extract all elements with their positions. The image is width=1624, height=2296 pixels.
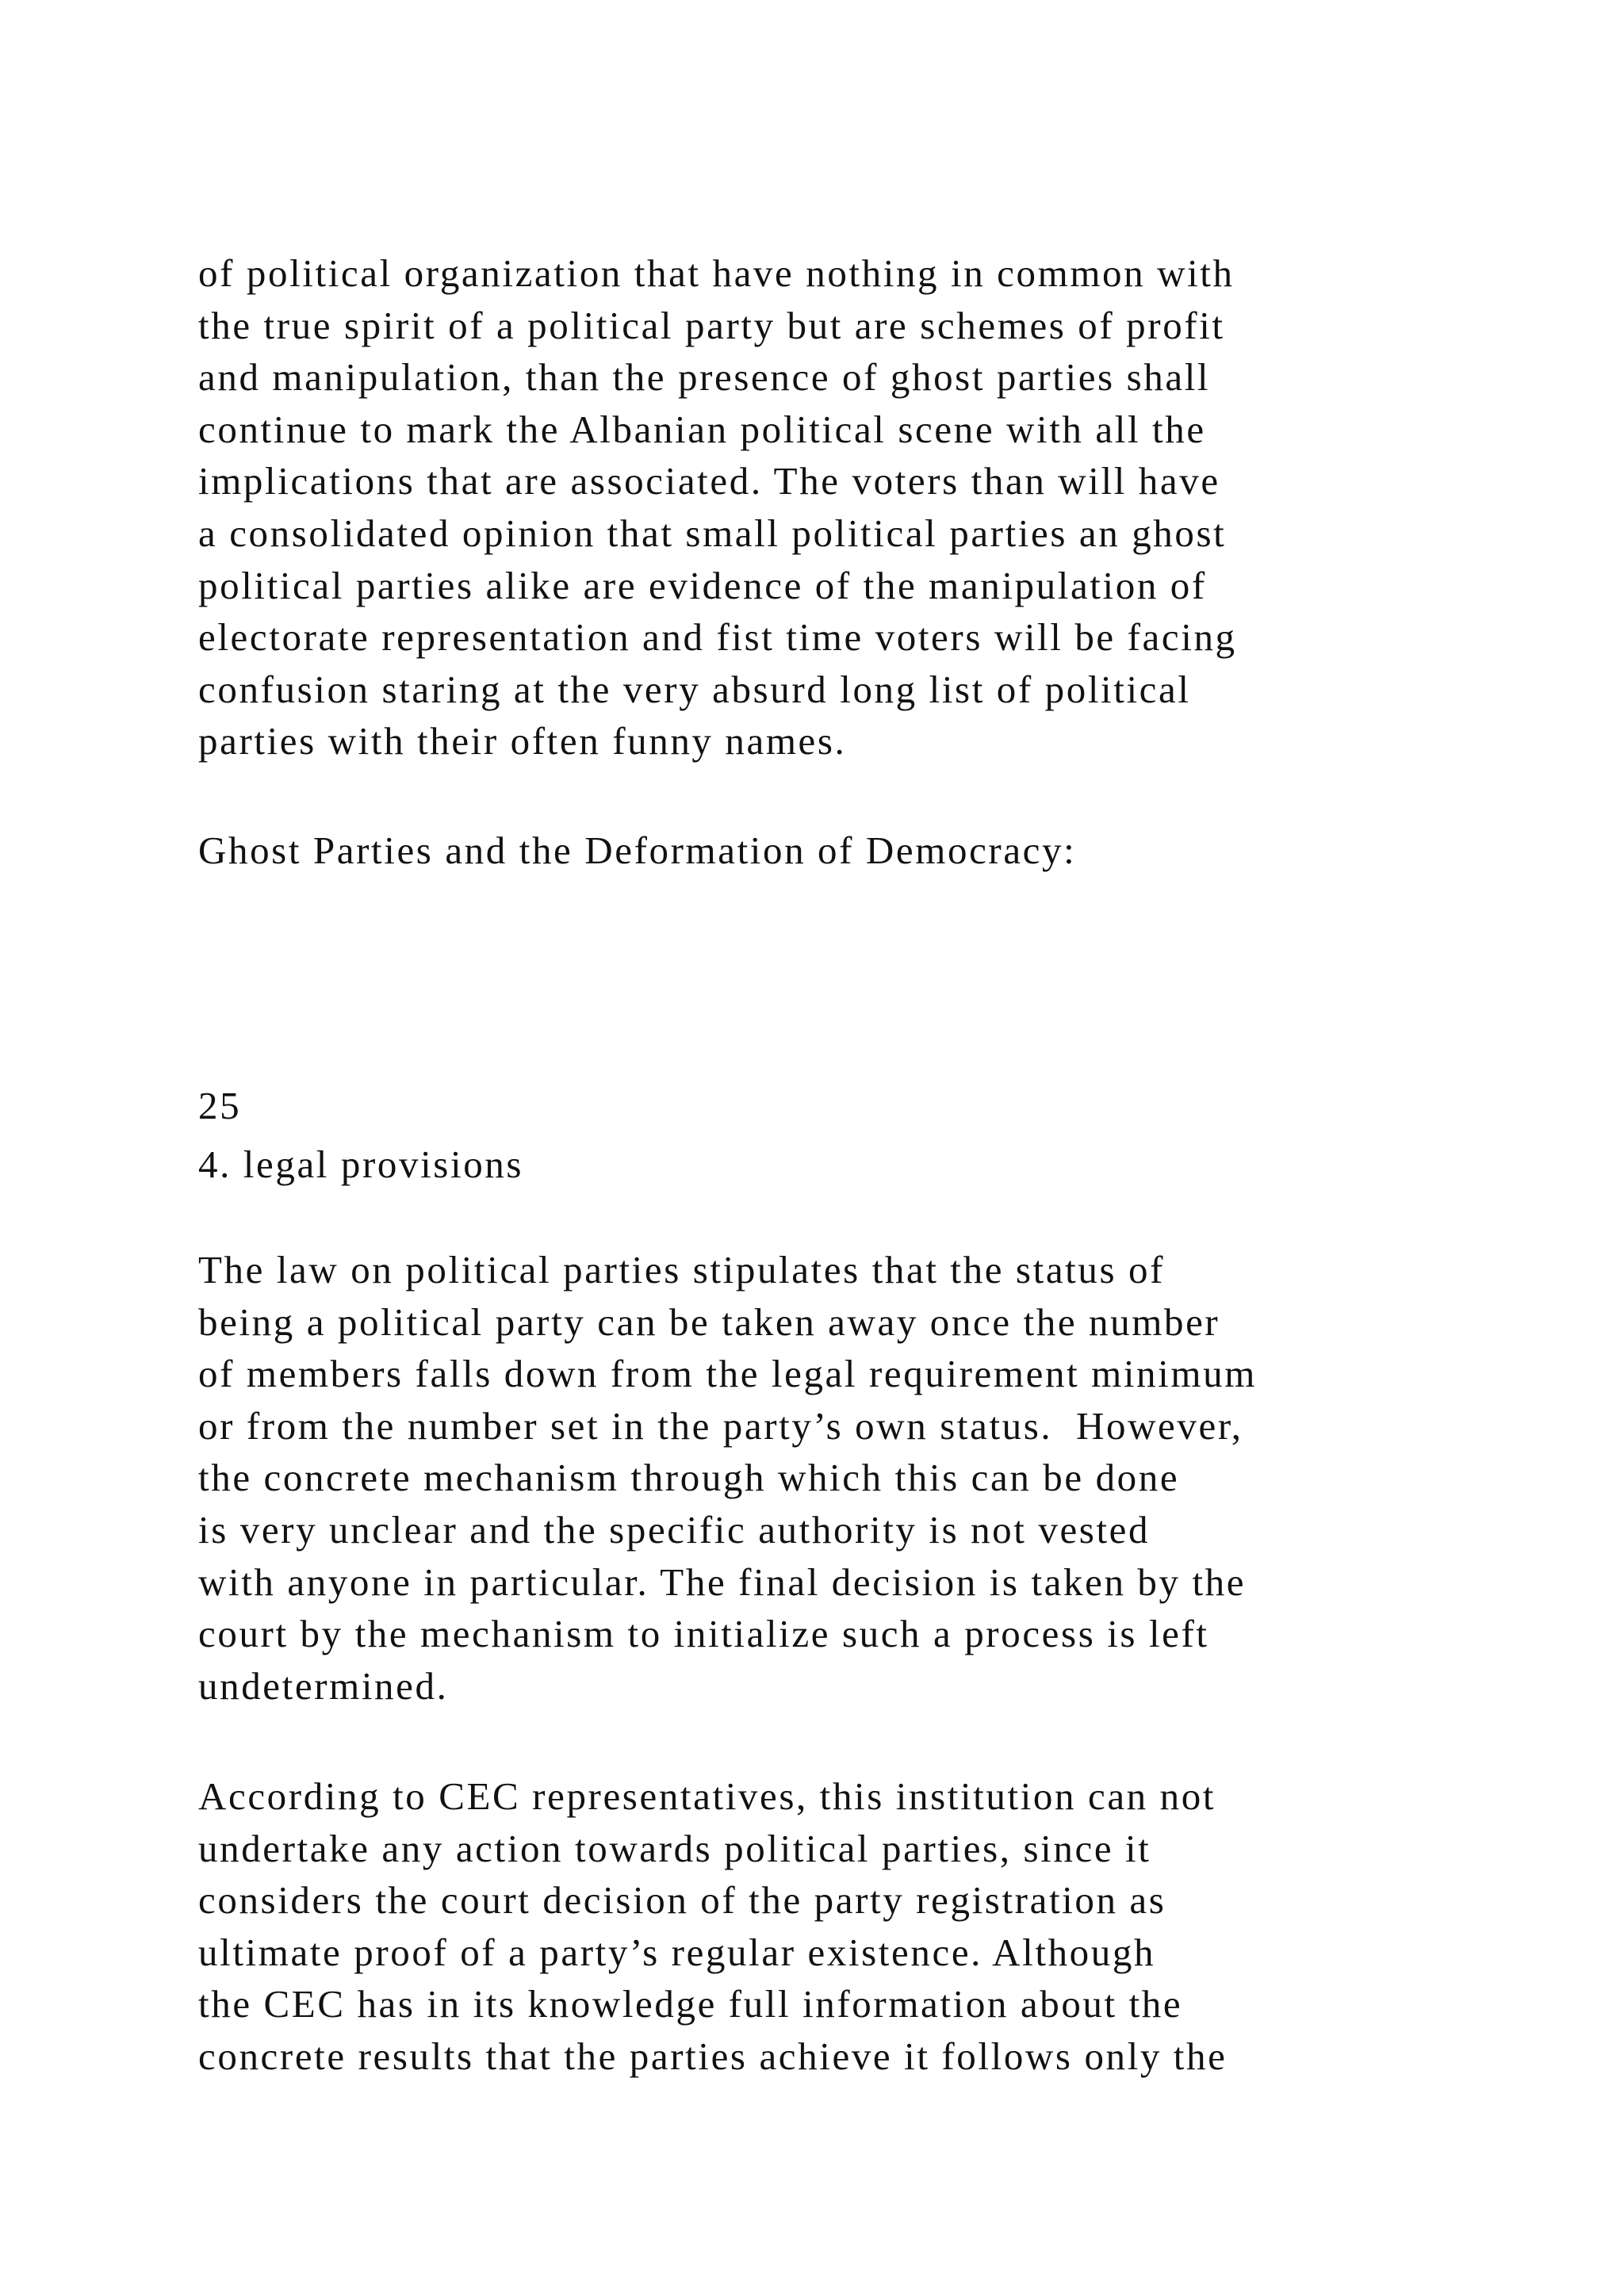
page-number: 25 [198,1084,242,1127]
paragraph-law-on-political-parties: The law on political parties stipulates that the status of being a political party can be taken away once the number of members falls down from the legal requirement minimum or from the number set in the party’s own status. However, the concrete mechanism through which this can be done is very unclear and the specific authority is not vested with anyone in particular. The final decision is taken by the court by the mechanism to initialize such a process is left undetermined. [198,1248,1257,1708]
paragraph-ghost-parties-implications: of political organization that have nothing in common with the true spirit of a political party but are schemes of profit and manipulation, than the presence of ghost parties shall continue to mark the Albanian political scene with all the implications that are associated. The voters than will have a consolidated opinion that small political parties an ghost political parties alike are evidence of the manipulation of electorate representation and fist time voters will be facing confusion staring at the very absurd long list of political parties with their often funny names. [198,251,1237,763]
section-heading-legal-provisions: 4. legal provisions [198,1142,524,1186]
paragraph-cec-representatives: According to CEC representatives, this institution can not undertake any action towards political parties, since it considers the court decision of the party registration as ultimate proof of a party’s regular existence. Although the CEC has in its knowledge full information about the concrete results that the parties achieve it follows only the [198,1774,1228,2078]
section-heading-ghost-parties: Ghost Parties and the Deformation of Democracy: [198,828,1077,872]
